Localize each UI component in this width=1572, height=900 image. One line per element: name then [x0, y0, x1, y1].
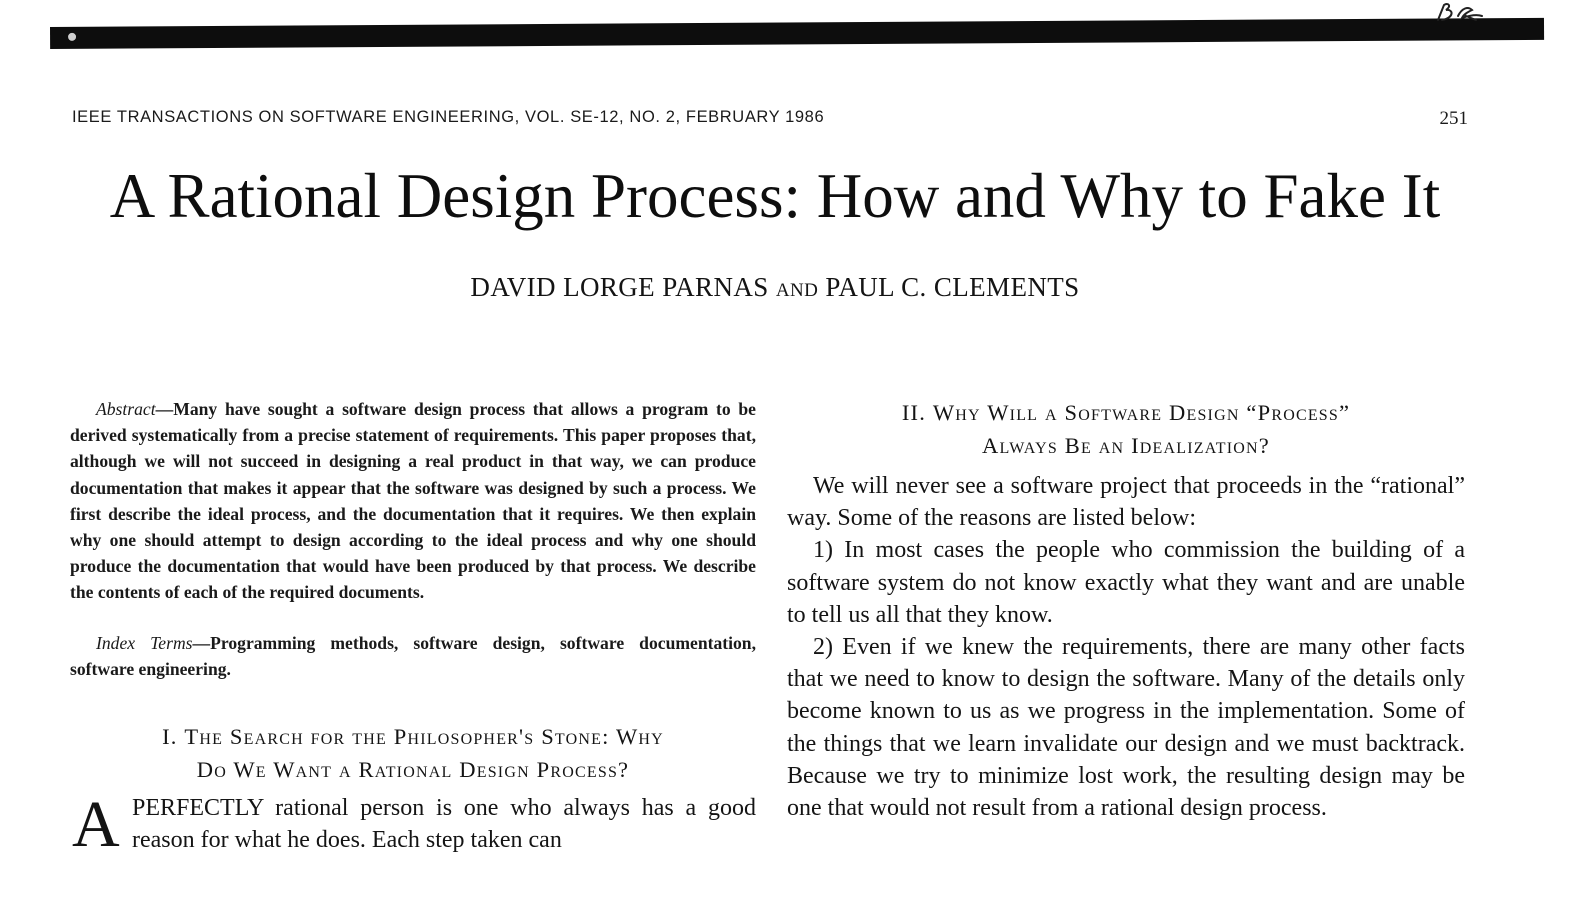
index-terms-label: Index Terms — [96, 632, 193, 653]
drop-cap: A — [72, 788, 120, 862]
scan-header-bar — [50, 18, 1544, 49]
abstract-text: Many have sought a software design process that allows a program to be derived systematically from a precise statement of requirements. This paper proposes that, although we will not succeed in designing a real product in that way, we can produce documentation that makes it appear that the software was designed by such a process. We first describe the ideal process, and the documentation that it requires. We then explain why one should attempt to design according to the ideal process and why one should produce the documentation that would have been produced by that process. We describe the contents of each of the required documents. — [70, 399, 756, 603]
section-2-paragraph-1: We will never see a software project that proceeds in the “rational” way. Some of the reasons are listed below: — [787, 473, 1465, 532]
handwritten-initials-drawing — [1432, 0, 1492, 24]
handwritten-initials — [1432, 0, 1492, 29]
author-1: DAVID LORGE PARNAS — [470, 272, 769, 302]
author-connector: AND — [775, 280, 819, 301]
section-1-heading-text-1: The Search for the Philosopher's Stone: Why — [184, 724, 664, 750]
section-1-first-word: PERFECTLY — [132, 795, 264, 822]
section-2-heading — [787, 396, 1465, 462]
section-2-paragraph-2: 1) In most cases the people who commission the building of a software system do not know exactly what they want and are unable to tell us all that they know. — [787, 537, 1465, 628]
running-header: IEEE TRANSACTIONS ON SOFTWARE ENGINEERING, VOL. SE-12, NO. 2, FEBRUARY 1986 — [72, 108, 825, 126]
index-terms-dash: — — [192, 632, 211, 653]
abstract-dash: — — [155, 399, 174, 419]
section-1-heading-line-2: Do We Want a Rational Design Process? — [196, 757, 630, 783]
index-terms — [70, 630, 756, 682]
abstract — [70, 396, 756, 606]
abstract-label: Abstract — [96, 399, 156, 419]
section-2-numeral: II. — [901, 400, 927, 425]
index-terms-text: Programming methods, software design, software documentation, software engineering. — [70, 632, 756, 679]
page-number: 251 — [1439, 108, 1468, 129]
section-1-text: rational person is one who always has a good reason for what he does. Each step taken can — [132, 795, 756, 854]
section-2-heading-line-1 — [787, 396, 1465, 429]
section-2-heading-text-1: Why Will a Software Design “Process” — [932, 400, 1351, 425]
author-2: PAUL C. CLEMENTS — [825, 272, 1080, 302]
right-column — [787, 396, 1465, 824]
section-1-numeral: I. — [162, 724, 178, 750]
section-1-heading-line-1 — [70, 720, 756, 753]
scan-speck — [68, 33, 76, 41]
section-2-heading-line-2: Always Be an Idealization? — [982, 433, 1270, 458]
section-1-heading — [70, 720, 756, 786]
section-1-paragraph — [70, 788, 756, 862]
section-2-paragraph-3: 2) Even if we knew the requirements, there are many other facts that we need to know to design the software. Many of the details only become known to us as we progress in the implementation. Some of the things that we learn invalidate our design and we must backtrack. Because we try to minimize lost work, the resulting design may be one that would not result from a rational design process. — [787, 634, 1465, 822]
author-line — [60, 272, 1490, 303]
paper-title: A Rational Design Process: How and Why to Fake It — [109, 161, 1441, 231]
left-column — [70, 396, 756, 862]
